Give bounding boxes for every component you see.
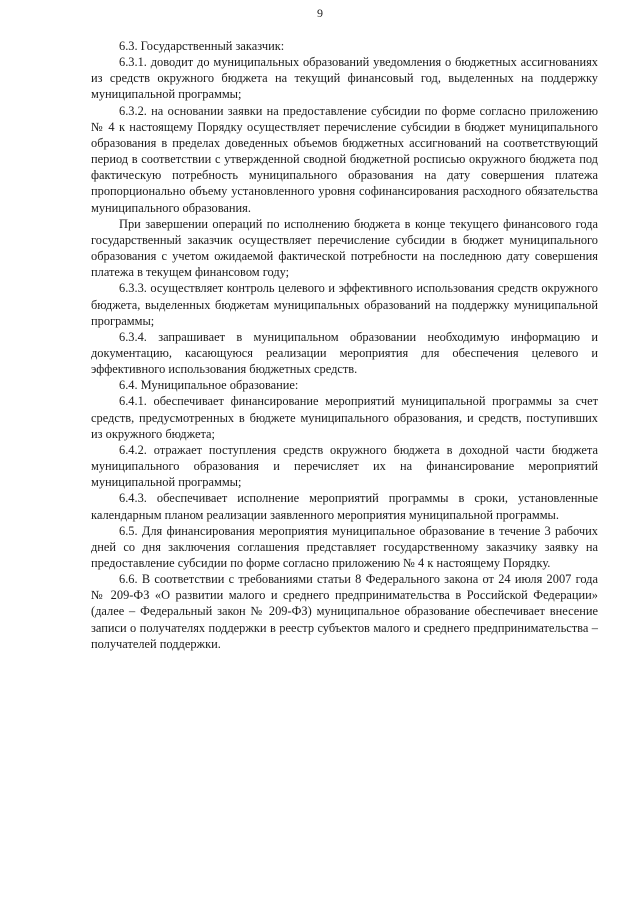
paragraph-year-end-transfer: При завершении операций по исполнению бюджета в конце текущего финансового года государственный заказчик осуществляет перечисление субсидии в бюджет муниципального образования с учетом ожидаемой фактической потребности на последнюю дату совершения платежа в текущем финансовом году; (91, 216, 598, 280)
paragraph-6-3-1: 6.3.1. доводит до муниципальных образований уведомления о бюджетных ассигнованиях из средств окружного бюджета на текущий финансовый год, выделенных на поддержку муниципальной программы; (91, 55, 598, 102)
paragraph-6-3: 6.3. Государственный заказчик: (119, 39, 285, 53)
paragraph-6-4-1: 6.4.1. обеспечивает финансирование мероприятий муниципальной программы за счет средств, предусмотренных в бюджете муниципального образования, и средств, поступивших из окружного бюджета; (91, 394, 598, 441)
document-body (91, 38, 598, 652)
paragraph-6-3-3: 6.3.3. осуществляет контроль целевого и эффективного использования средств окружного бюджета, выделенных бюджетам муниципальных образований на поддержку муниципальной программы; (91, 281, 598, 328)
page-number: 9 (317, 6, 323, 20)
paragraph-6-3-4: 6.3.4. запрашивает в муниципальном образовании необходимую информацию и документацию, касающуюся реализации мероприятия для обеспечения целевого и эффективного использования бюджетных средств. (91, 329, 598, 377)
paragraph-6-3-2: 6.3.2. на основании заявки на предоставление субсидии по форме согласно приложению № 4 к настоящему Порядку осуществляет перечисление субсидии в бюджет муниципального образования в пределах доведенных объемов бюджетных ассигнований на соответствующий период в соответствии с утвержденной сводной бюджетной росписью окружного бюджета под фактическую потребность муниципального образования на дату совершения платежа пропорционально объему установленного уровня софинансирования расходного обязательства муниципального образования. (91, 103, 598, 215)
paragraph-6-4: 6.4. Муниципальное образование: (119, 378, 299, 393)
paragraph-6-6: 6.6. В соответствии с требованиями статьи 8 Федерального закона от 24 июля 2007 года № 209-ФЗ «О развитии малого и среднего предпринимательства в Российской Федерации» (далее – Федеральный закон № 209-ФЗ) муниципальное образование обеспечивает внесение записи о получателях поддержки в реестр субъектов малого и среднего предпринимательства – получателей поддержки. (91, 572, 598, 651)
paragraph-6-4-3: 6.4.3. обеспечивает исполнение мероприятий программы в сроки, установленные календарным планом реализации заявленного мероприятия муниципальной программы. (91, 491, 598, 522)
paragraph-6-4-2: 6.4.2. отражает поступления средств окружного бюджета в доходной части бюджета муниципального образования и перечисляет их на финансирование мероприятий муниципальной программы; (91, 442, 598, 490)
paragraph-6-5: 6.5. Для финансирования мероприятия муниципальное образование в течение 3 рабочих дней со дня заключения соглашения представляет государственному заказчику заявку на предоставление субсидии по форме согласно приложению № 4 к настоящему Порядку. (91, 523, 598, 570)
